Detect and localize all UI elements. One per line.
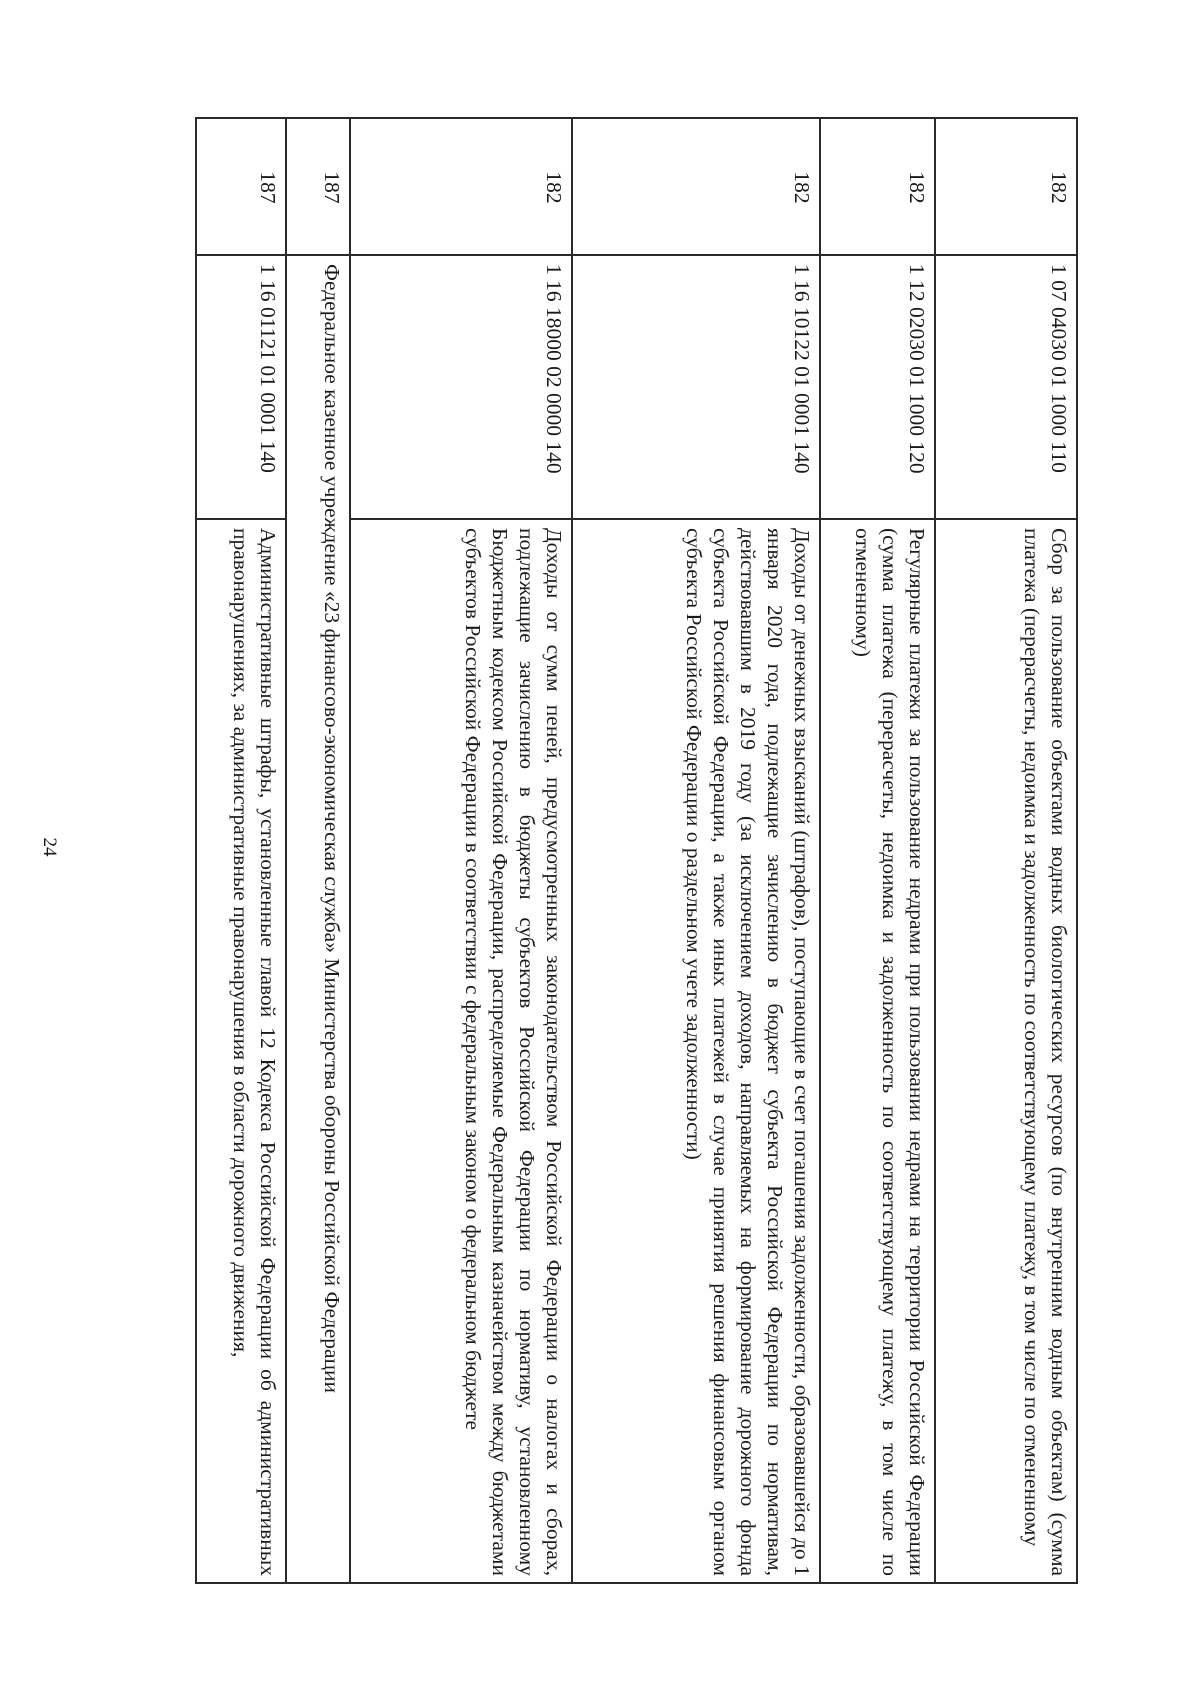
classification-code-cell: 1 16 18000 02 0000 140 (350, 255, 572, 519)
description-cell: Административные штрафы, установленные главой 12 Кодекса Российской Федерации об административных правонарушениях, за административные правонарушения в области дорожного движения, (196, 519, 286, 1583)
administrator-code-cell: 182 (350, 118, 572, 255)
table-row-institution (286, 118, 350, 1583)
institution-name-cell: Федеральное казенное учреждение «23 финансово-экономическая служба» Министерства обороны Российской Федерации (286, 255, 350, 1583)
classification-code-cell: 1 16 10122 01 0001 140 (572, 255, 820, 519)
rotated-page-content (121, 117, 1078, 1582)
description-cell: Регулярные платежи за пользование недрами при пользовании недрами на территории Российской Федерации (сумма платежа (перерасчеты, недоимка и задолженность по соответствующему платежу, в том числе по отмененному) (820, 519, 935, 1583)
classification-code-cell: 1 16 01121 01 0001 140 (196, 255, 286, 519)
administrator-code-cell: 187 (196, 118, 286, 255)
table-row (820, 118, 935, 1583)
classification-code-cell: 1 07 04030 01 1000 110 (935, 255, 1077, 519)
administrator-code-cell: 182 (820, 118, 935, 255)
table-row (935, 118, 1077, 1583)
administrator-code-cell: 182 (572, 118, 820, 255)
description-cell: Доходы от денежных взысканий (штрафов), поступающие в счет погашения задолженности, образовавшейся до 1 января 2020 года, подлежащие зачислению в бюджет субъекта Российской Федерации по нормативам, действовавшим в 2019 году (за исключением доходов, направляемых на формирование дорожного фонда субъекта Российской Федерации, а также иных платежей в случае принятия решения финансовым органом субъекта Российской Федерации о раздельном учете задолженности) (572, 519, 820, 1583)
administrator-code-cell: 187 (286, 118, 350, 255)
administrator-code-cell: 182 (935, 118, 1077, 255)
description-cell: Сбор за пользование объектами водных биологических ресурсов (по внутренним водным объектам) (сумма платежа (перерасчеты, недоимка и задолженность по соответствующему платежу, в том числе по отмененному (935, 519, 1077, 1583)
description-cell: Доходы от сумм пеней, предусмотренных законодательством Российской Федерации о налогах и сборах, подлежащие зачислению в бюджеты субъектов Российской Федерации по нормативу, установленному Бюджетным кодексом Российской Федерации, распределяемые Федеральным казначейством между бюджетами субъектов Российской Федерации в соответствии с федеральным законом о федеральном бюджете (350, 519, 572, 1583)
table-row (572, 118, 820, 1583)
table-row (196, 118, 286, 1583)
revenue-classification-table (195, 117, 1078, 1584)
page-number: 24 (39, 837, 60, 857)
table-row (350, 118, 572, 1583)
classification-code-cell: 1 12 02030 01 1000 120 (820, 255, 935, 519)
